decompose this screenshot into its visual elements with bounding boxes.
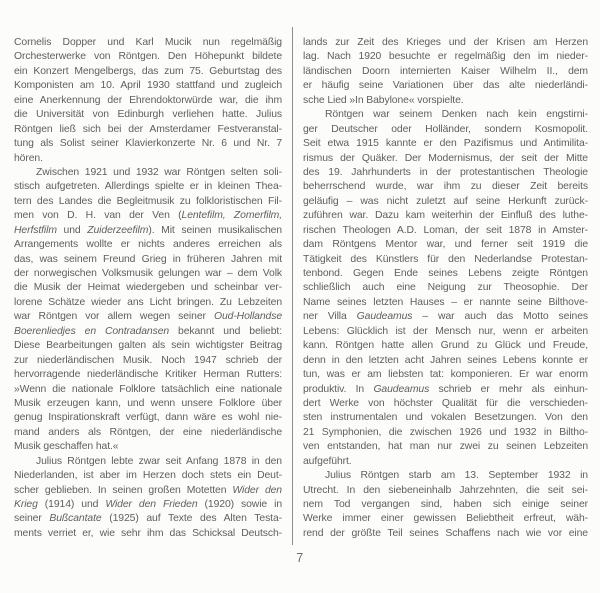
text-line: eine Anerkennung der Ehrendoktorwürde war, die ihm — [14, 94, 282, 106]
text-line: Komponisten am 10. April 1930 stattfand und zugleich — [14, 80, 282, 92]
column-divider — [292, 27, 293, 545]
text-line: Diese Bearbeitungen galten als sein wichtigster Beitrag — [14, 340, 282, 352]
text-line: lands zur Zeit des Krieges und der Krisen am Herzen — [303, 37, 588, 48]
text-line: hervorragende niederländische Kritiker Herman Rutters: — [14, 369, 282, 381]
text-line: des 19. Jahrhunderts in der protestantischen Theologie — [303, 166, 588, 178]
text-line: sten instrumentalen und vokalen Besetzungen. Von den — [303, 412, 588, 424]
text-line: hören. — [14, 152, 43, 164]
text-line: Zwischen 1921 und 1932 war Röntgen selten soli- — [36, 166, 282, 178]
text-line: sche Lied »In Babylone« vorspielte. — [303, 94, 464, 106]
text-line: die Musik der Heimat wiedergeben und scheinbar ver- — [14, 282, 282, 294]
text-line: ein Konzert Mengelbergs, das zum 75. Geburtstag des — [14, 65, 282, 77]
page-number: 7 — [296, 551, 304, 565]
text-line: Julius Röntgen starb am 13. September 1932 in — [325, 470, 588, 482]
text-line: tern des Landes die Begleitmusik zu folkloristischen Fil- — [14, 195, 282, 207]
text-line: genug Inspirationskraft verfügt, dann wäre es wohl nie- — [14, 412, 282, 424]
text-line: tenbond. Gegen Ende seines Lebens zeigte Röntgen — [303, 268, 588, 279]
text-line: dam Röntgens Mentor war, und ferner seit 1919 die — [303, 239, 588, 251]
text-line: Niederlanden, ist aber im Herzen doch stets ein Deut- — [14, 470, 282, 482]
text-line: die Universität von Edinburgh verliehen hatte. Julius — [14, 109, 282, 121]
text-line: rend der größte Teil seines Schaffens nach wie vor eine — [303, 527, 588, 539]
text-line: produktiv. In Gaudeamus schrieb er mehr als einhun- — [303, 383, 588, 395]
text-line: zuführen war. Dazu kam weiterhin der Einfluß des luthe- — [303, 210, 588, 222]
text-line: Lebens: Glücklich ist der Mensch nur, wenn er arbeiten — [303, 325, 588, 337]
column-left — [14, 36, 282, 541]
text-line: »Wenn die nationale Folklore tatsächlich eine nationale — [14, 383, 282, 395]
column-right — [303, 36, 588, 541]
text-line: ger Deutscher oder Holländer, sondern Kosmopolit. — [303, 123, 588, 135]
text-line: Cornelis Dopper und Karl Mucik nun regelmäßig — [14, 37, 282, 48]
text-line: ländischen Doorn internierten Kaiser Wilhelm II., dem — [303, 65, 588, 77]
text-line: dert Werke von höchster Qualität für die verschieden- — [303, 397, 588, 409]
text-line: war Röntgen vor allem wegen seiner Oud-Hollandse — [14, 311, 282, 323]
text-line: nem Tod vergangen sind, haben sich einige seiner — [303, 499, 588, 510]
text-line: Seit etwa 1915 kannte er den Pazifismus und Antimilita- — [303, 138, 588, 150]
text-line: kann. Röntgen hatte allen Grund zu Glück und Freude, — [303, 340, 588, 352]
text-line: zur niederländischen Musik. Noch 1947 schrieb der — [14, 354, 282, 366]
text-line: ner Villa Gaudeamus – war auch das Motto seines — [303, 311, 588, 323]
text-line: tun, was er am liebsten tat: komponieren. Er war enorm — [303, 369, 588, 381]
text-line: stisch aufgetreten. Allerdings spielte er in kleinen Thea- — [14, 181, 282, 193]
text-line: Musik geschaffen hat.« — [14, 441, 119, 453]
text-line: Arrangements wollte er nichts anderes erreichen als — [14, 239, 282, 251]
text-line: er häufig seine Variationen über das alte niederländi- — [303, 80, 588, 92]
text-line: schließlich auch eine Neigung zur Theosophie. Der — [303, 282, 588, 294]
text-line: Röntgen ließ sich bei der Amsterdamer Festveranstal- — [14, 123, 282, 135]
text-line: ven entstanden, hat man nur zwei zu seinen Lebzeiten — [303, 441, 588, 453]
text-line: Werke immer einer gewissen Beliebtheit erfreut, wäh- — [303, 513, 588, 525]
text-line: Krieg (1914) und Wider den Frieden (1920) sowie in — [14, 499, 282, 510]
text-line: geläufig – was nicht zuletzt auf seine Herkunft zurück- — [303, 195, 588, 207]
text-line: Utrecht. In den siebeneinhalb Jahrzehnten, die seit sei- — [303, 484, 588, 496]
text-line: das, was seinem Freund Grieg in früheren Jahren mit — [14, 253, 282, 265]
text-line: scher geblieben. In seinen großen Motetten Wider den — [14, 484, 282, 496]
text-line: rismus der Quäker. Der Modernismus, der seit der Mitte — [303, 152, 588, 164]
text-line: Röntgen war seinem Denken nach kein engstirni- — [325, 109, 588, 121]
text-line: Julius Röntgen lebte zwar seit Anfang 1878 in den — [36, 455, 282, 467]
text-line: Boerenliedjes en Contradansen bekannt und beliebt: — [14, 325, 282, 337]
text-line: tung als Solist seiner Klavierkonzerte Nr. 6 und Nr. 7 — [14, 138, 282, 150]
text-line: Herfstfilm und Zuiderzeefilm). Mit seinen musikalischen — [14, 224, 282, 236]
text-line: Name seines letzten Hauses – er nannte seine Bilthove- — [303, 296, 588, 308]
text-line: rischen Theologen A.D. Loman, der seit 1878 in Amster- — [303, 224, 588, 236]
text-line: beherrschend wurde, war ihm zu dieser Zeit bereits — [303, 181, 588, 193]
text-line: seiner Bußcantate (1925) auf Texte des Alten Testa- — [14, 513, 282, 525]
text-line: lorene Schätze wieder ans Licht bringen. Zu Lebzeiten — [14, 296, 282, 308]
text-line: mand anders als Röntgen, der eine niederländische — [14, 426, 282, 438]
text-line: ments verriet er, wie sehr ihm das Schicksal Deutsch- — [14, 527, 282, 539]
text-line: der norwegischen Volksmusik gelungen war – dem Volk — [14, 268, 282, 279]
text-line: Musik erzeugen kann, und wenn unsere Folklore über — [14, 397, 282, 409]
text-line: Tätigkeit des Künstlers für den Nederlandse Protestan- — [303, 253, 588, 265]
text-line: lag. Nach 1920 besuchte er regelmäßig den im nieder- — [303, 51, 588, 63]
text-line: denn in den letzten acht Jahren seines Lebens konnte er — [303, 354, 588, 366]
text-line: 21 Symphonien, die zwischen 1926 und 1932 in Biltho- — [303, 426, 588, 438]
text-line: aufgeführt. — [303, 455, 352, 467]
text-line: Orchesterwerke von Röntgen. Den Höhepunkt bildete — [14, 51, 282, 63]
text-line: men von D. H. van der Ven (Lentefilm, Zomerfilm, — [14, 210, 282, 222]
